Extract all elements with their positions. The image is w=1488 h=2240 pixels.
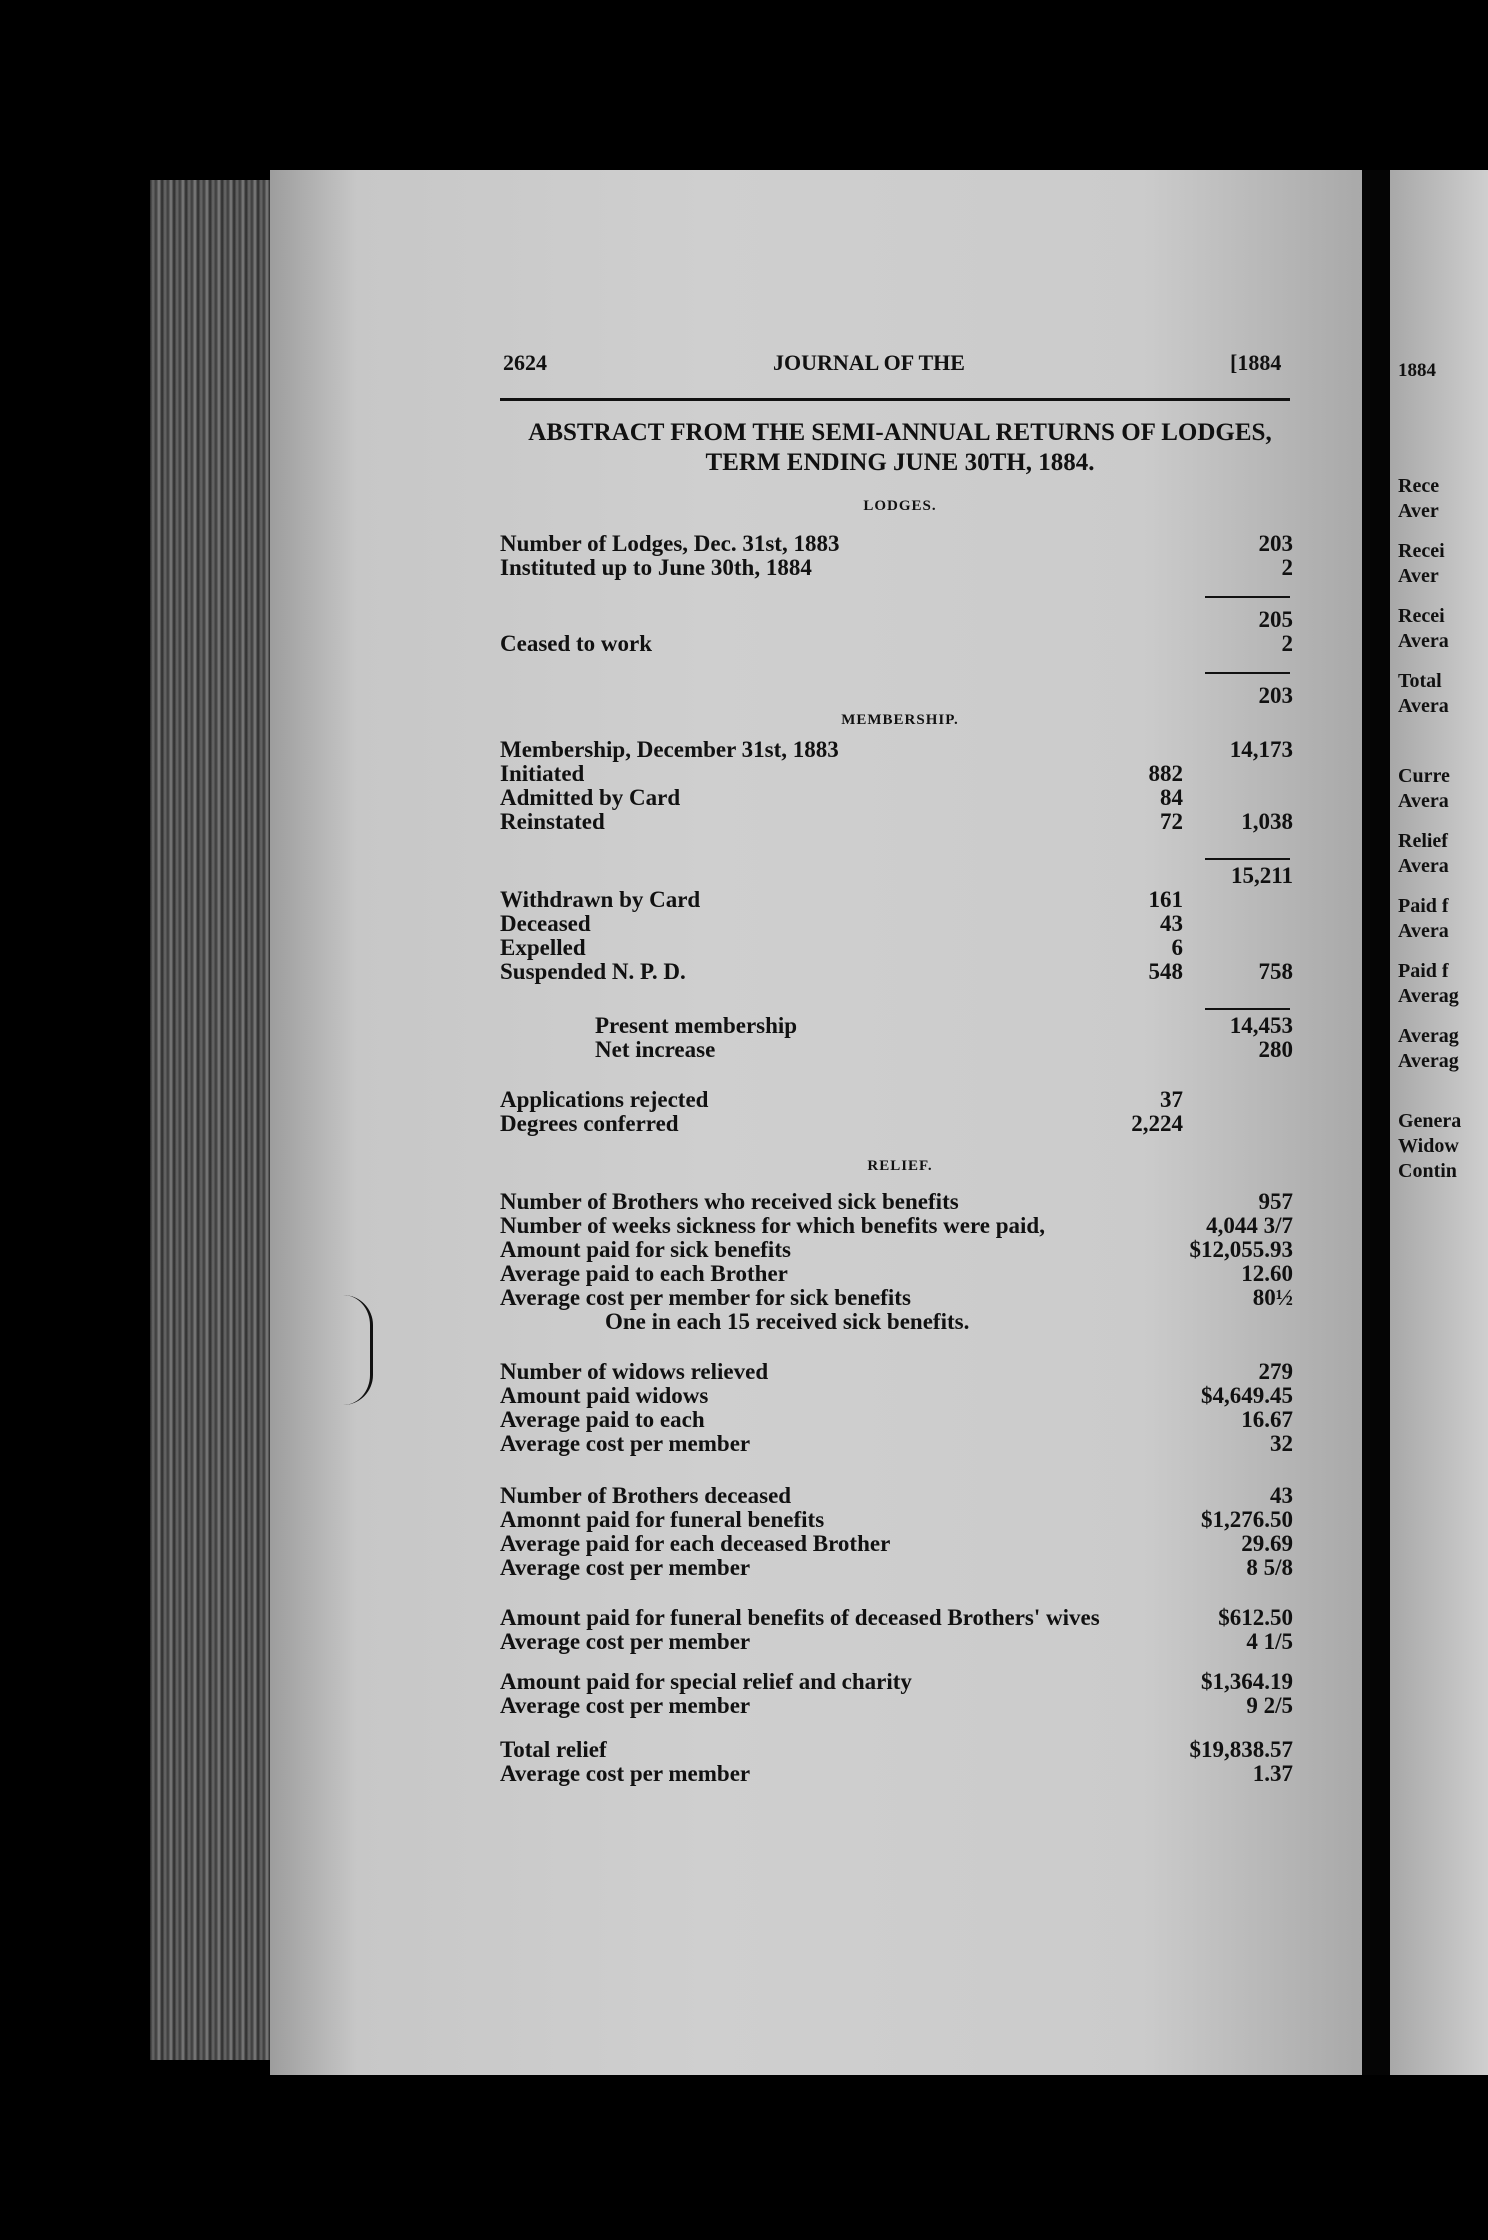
row-value: 205 — [1258, 607, 1293, 632]
right-page-line: Curre — [1398, 765, 1450, 787]
relief-row — [500, 1262, 1293, 1286]
row-value: 279 — [1258, 1359, 1293, 1384]
row-label: Membership, December 31st, 1883 — [500, 737, 839, 762]
right-page-line: Paid f — [1398, 895, 1449, 917]
relief-row — [500, 1432, 1293, 1456]
membership-row — [500, 810, 1293, 834]
row-label: Number of Brothers deceased — [500, 1483, 792, 1508]
right-page-line: Averag — [1398, 1050, 1459, 1072]
sum-rule — [1205, 596, 1290, 598]
right-page-fragment — [1390, 170, 1488, 2075]
relief-row — [500, 1670, 1293, 1694]
membership-row — [500, 936, 1293, 960]
row-label: Withdrawn by Card — [500, 887, 701, 912]
row-label: Net increase — [595, 1037, 716, 1062]
row-value: 14,173 — [1229, 737, 1293, 762]
membership-row — [500, 786, 1293, 810]
right-page-line: Total — [1398, 670, 1442, 692]
row-label: Reinstated — [500, 809, 605, 834]
row-label: Average cost per member — [500, 1693, 751, 1718]
row-label: Deceased — [500, 911, 591, 936]
row-value: 43 — [1270, 1483, 1293, 1508]
right-page-line: Avera — [1398, 920, 1449, 942]
row-label: Number of Lodges, Dec. 31st, 1883 — [500, 531, 840, 556]
row-label: Suspended N. P. D. — [500, 959, 686, 984]
relief-row — [500, 1606, 1293, 1630]
row-subtotal: 6 — [1171, 935, 1183, 960]
membership-row — [500, 738, 1293, 762]
lodges-row — [500, 684, 1293, 708]
relief-row — [500, 1556, 1293, 1580]
row-value: 9 2/5 — [1246, 1693, 1293, 1718]
right-page-line: Recei — [1398, 605, 1445, 627]
row-value: 1.37 — [1252, 1761, 1293, 1786]
row-value: 2 — [1281, 631, 1293, 656]
row-value: $1,276.50 — [1201, 1507, 1293, 1532]
relief-row — [500, 1286, 1293, 1310]
row-subtotal: 72 — [1160, 809, 1183, 834]
membership-row — [500, 1088, 1293, 1112]
lodges-row — [500, 532, 1293, 556]
row-subtotal: 43 — [1160, 911, 1183, 936]
abstract-title-line1: ABSTRACT FROM THE SEMI-ANNUAL RETURNS OF LODGES, — [528, 419, 1272, 446]
row-value: 14,453 — [1229, 1013, 1293, 1038]
row-subtotal: 882 — [1148, 761, 1183, 786]
relief-row — [500, 1214, 1293, 1238]
relief-row — [500, 1532, 1293, 1556]
membership-row — [500, 912, 1293, 936]
row-value: 203 — [1258, 531, 1293, 556]
header-year: [1884 — [1230, 350, 1282, 375]
relief-row — [500, 1508, 1293, 1532]
right-page-line: Averag — [1398, 985, 1459, 1007]
row-label: Initiated — [500, 761, 585, 786]
row-subtotal: 84 — [1160, 785, 1183, 810]
right-page-line: Recei — [1398, 540, 1445, 562]
row-subtotal: 37 — [1160, 1087, 1183, 1112]
right-page-year: 1884 — [1398, 360, 1436, 381]
right-page-line: Avera — [1398, 630, 1449, 652]
membership-row — [595, 1038, 1293, 1062]
row-value: 4 1/5 — [1246, 1629, 1293, 1654]
section-membership: MEMBERSHIP. — [841, 712, 959, 728]
relief-row — [500, 1190, 1293, 1214]
row-subtotal: 548 — [1148, 959, 1183, 984]
right-page-line: Contin — [1398, 1160, 1457, 1182]
right-page-line: Avera — [1398, 855, 1449, 877]
right-page-line: Averag — [1398, 1025, 1459, 1047]
row-value: 4,044 3/7 — [1206, 1213, 1293, 1238]
row-label: Average paid to each Brother — [500, 1261, 788, 1286]
sum-rule — [1205, 1008, 1290, 1010]
row-label: Number of widows relieved — [500, 1359, 769, 1384]
running-title: JOURNAL OF THE — [773, 350, 965, 375]
row-label: Average paid for each deceased Brother — [500, 1531, 891, 1556]
membership-row — [500, 888, 1293, 912]
right-page-line: Rece — [1398, 475, 1440, 497]
row-label: Ceased to work — [500, 631, 653, 656]
row-label: Degrees conferred — [500, 1111, 679, 1136]
relief-row — [605, 1310, 1293, 1334]
right-page-line: Widow — [1398, 1135, 1459, 1157]
section-lodges: LODGES. — [863, 498, 937, 514]
right-page-line: Avera — [1398, 695, 1449, 717]
row-value: 280 — [1258, 1037, 1293, 1062]
row-value: $4,649.45 — [1201, 1383, 1293, 1408]
relief-row — [500, 1408, 1293, 1432]
row-label: Amonnt paid for funeral benefits — [500, 1507, 825, 1532]
row-value: $1,364.19 — [1201, 1669, 1293, 1694]
row-label: Average paid to each — [500, 1407, 705, 1432]
book-page-edges — [150, 180, 270, 2060]
row-value: 16.67 — [1241, 1407, 1293, 1432]
row-label: Expelled — [500, 935, 586, 960]
row-label: Amount paid for special relief and charity — [500, 1669, 912, 1694]
section-relief: RELIEF. — [867, 1158, 933, 1174]
row-label: Present membership — [595, 1013, 798, 1038]
book-gutter — [1362, 170, 1390, 2075]
row-label: Number of Brothers who received sick benefits — [500, 1189, 959, 1214]
relief-row — [500, 1738, 1293, 1762]
row-label: Amount paid for sick benefits — [500, 1237, 791, 1262]
membership-row — [500, 1112, 1293, 1136]
row-label: Average cost per member for sick benefits — [500, 1285, 911, 1310]
row-value: 957 — [1258, 1189, 1293, 1214]
row-label: Average cost per member — [500, 1555, 751, 1580]
row-label: Average cost per member — [500, 1431, 751, 1456]
relief-row — [500, 1360, 1293, 1384]
row-label: Number of weeks sickness for which benefits were paid, — [500, 1213, 1045, 1238]
handwritten-bracket-mark — [330, 1295, 373, 1405]
row-label: Total relief — [500, 1737, 607, 1762]
lodges-row — [500, 632, 1293, 656]
lodges-row — [500, 608, 1293, 632]
relief-row — [500, 1762, 1293, 1786]
membership-row — [500, 864, 1293, 888]
membership-row — [500, 960, 1293, 984]
row-label: Amount paid for funeral benefits of deceased Brothers' wives — [500, 1605, 1100, 1630]
row-value: 1,038 — [1241, 809, 1293, 834]
right-page-line: Aver — [1398, 565, 1439, 587]
row-label: Average cost per member — [500, 1761, 751, 1786]
relief-row — [500, 1484, 1293, 1508]
row-value: $12,055.93 — [1189, 1237, 1293, 1262]
row-value: 2 — [1281, 555, 1293, 580]
row-label: Average cost per member — [500, 1629, 751, 1654]
row-value: $19,838.57 — [1189, 1737, 1293, 1762]
row-label: One in each 15 received sick benefits. — [605, 1309, 970, 1334]
sum-rule — [1205, 672, 1290, 674]
row-value: 80½ — [1252, 1285, 1293, 1310]
right-page-line: Avera — [1398, 790, 1449, 812]
row-value: 8 5/8 — [1246, 1555, 1293, 1580]
row-value: 29.69 — [1241, 1531, 1293, 1556]
row-value: 203 — [1258, 683, 1293, 708]
row-label: Instituted up to June 30th, 1884 — [500, 555, 812, 580]
row-value: 758 — [1258, 959, 1293, 984]
relief-row — [500, 1384, 1293, 1408]
right-page-line: Relief — [1398, 830, 1448, 852]
relief-row — [500, 1694, 1293, 1718]
membership-row — [595, 1014, 1293, 1038]
right-page-line: Paid f — [1398, 960, 1449, 982]
row-value: 32 — [1270, 1431, 1293, 1456]
page-number: 2624 — [503, 350, 547, 375]
relief-row — [500, 1630, 1293, 1654]
row-label: Amount paid widows — [500, 1383, 709, 1408]
row-label: Admitted by Card — [500, 785, 681, 810]
right-page-line: Genera — [1398, 1110, 1462, 1132]
membership-row — [500, 762, 1293, 786]
abstract-title-line2: TERM ENDING JUNE 30TH, 1884. — [705, 449, 1095, 476]
row-value: 15,211 — [1231, 863, 1293, 888]
row-subtotal: 161 — [1148, 887, 1183, 912]
row-value: $612.50 — [1218, 1605, 1293, 1630]
lodges-row — [500, 556, 1293, 580]
right-page-line: Aver — [1398, 500, 1439, 522]
relief-row — [500, 1238, 1293, 1262]
row-label: Applications rejected — [500, 1087, 709, 1112]
header-rule — [500, 398, 1290, 401]
row-subtotal: 2,224 — [1131, 1111, 1183, 1136]
sum-rule — [1205, 858, 1290, 860]
row-value: 12.60 — [1241, 1261, 1293, 1286]
